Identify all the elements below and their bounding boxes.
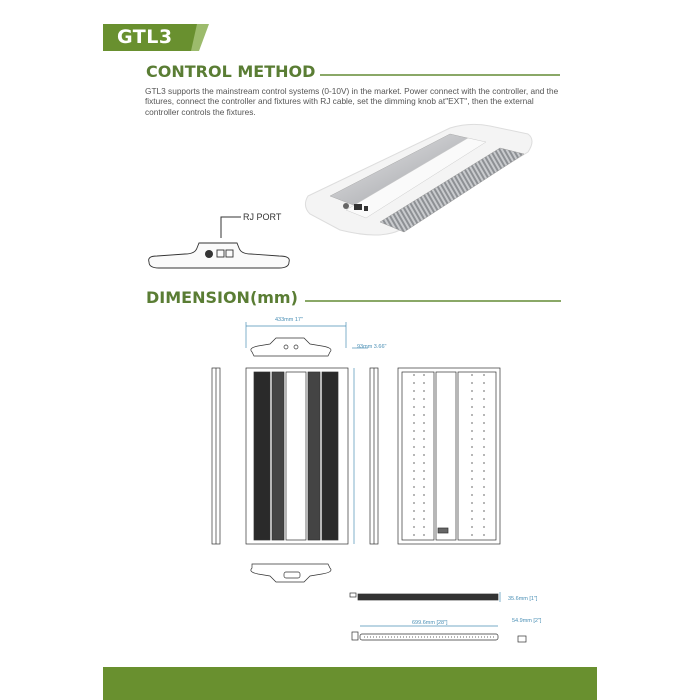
model-tag [103,24,209,51]
fixture-render [300,118,540,258]
depth-dimension-label: 93mm 3.66" [357,344,387,350]
dimension-rule [305,300,561,302]
model-tag-text: GTL3 [117,26,173,48]
control-description: GTL3 supports the mainstream control systems (0-10V) in the market. Power connect with the controller, and the fixtures, connect the controller and fixtures with RJ cable, set the dimming knob at"EXT", then the external controller controls the fixtures. [145,86,559,117]
rj-port-diagram [145,210,295,275]
height-dimension-label: 35.6mm [1"] [508,596,538,602]
dimension-drawings [200,318,530,658]
control-method-heading: CONTROL METHOD [146,62,316,81]
bar-length-dimension-label: 699.6mm [28"] [412,620,448,626]
rj-port-label: RJ PORT [243,212,282,222]
footer-bar [103,667,597,700]
bar-height-dimension-label: 54.9mm [2"] [512,618,542,624]
control-method-rule [320,74,560,76]
width-dimension-label: 433mm 17" [275,317,303,323]
dimension-heading: DIMENSION(mm) [146,288,298,307]
